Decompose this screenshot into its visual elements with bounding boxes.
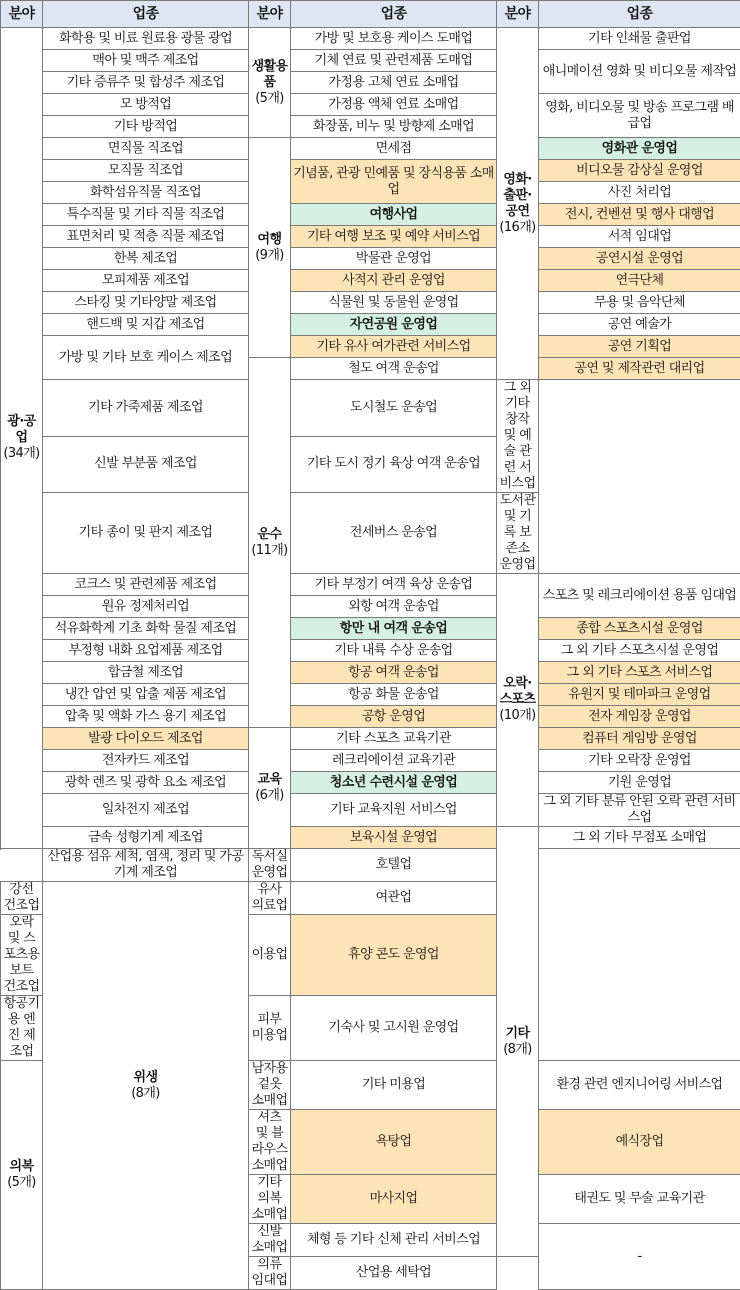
industry-cell: 전시, 컨벤션 및 행사 대행업 xyxy=(539,204,740,226)
industry-cell: 철도 여객 운송업 xyxy=(291,358,497,380)
industry-cell: 식물원 및 동물원 운영업 xyxy=(291,292,497,314)
field-name: 의복 xyxy=(10,1159,34,1174)
industry-cell: 가방 및 보호용 케이스 도매업 xyxy=(291,28,497,50)
industry-cell: 기타 도시 정기 육상 여객 운송업 xyxy=(291,436,497,493)
industry-cell: 유사 의료업 xyxy=(249,882,291,915)
industry-cell: 외항 여객 운송업 xyxy=(291,596,497,618)
industry-cell: 산업용 세탁업 xyxy=(291,1257,497,1290)
header-field: 분야 xyxy=(1,1,43,28)
table-row xyxy=(1,204,740,226)
industry-cell: 공연 및 제작관련 대리업 xyxy=(539,358,740,380)
industry-cell: 전세버스 운송업 xyxy=(291,493,497,574)
industry-cell: 냉간 압연 및 압출 제품 제조업 xyxy=(43,684,249,706)
field-count: (6개) xyxy=(251,788,288,804)
table-row xyxy=(1,728,740,750)
industry-cell: 신발 소매업 xyxy=(249,1224,291,1257)
field-count: (8개) xyxy=(45,1086,246,1102)
industry-cell: - xyxy=(539,1224,740,1290)
field-cell xyxy=(249,138,291,358)
industry-cell: 도서관 및 기록 보존소 운영업 xyxy=(497,493,539,574)
industry-cell: 기타 부정기 여객 육상 운송업 xyxy=(291,574,497,596)
industry-cell: 공항 운영업 xyxy=(291,706,497,728)
industry-cell: 특수직물 및 기타 직물 직조업 xyxy=(43,204,249,226)
table-row xyxy=(1,574,740,596)
industry-cell: 가방 및 기타 보호 케이스 제조업 xyxy=(43,336,249,380)
field-count: (8개) xyxy=(499,1042,536,1058)
industry-cell: 광학 렌즈 및 광학 요소 제조업 xyxy=(43,772,249,794)
industry-cell: 산업용 섬유 세척, 염색, 정리 및 가공 기계 제조업 xyxy=(43,849,249,882)
industry-cell: 기숙사 및 고시원 운영업 xyxy=(291,996,497,1061)
table-row xyxy=(1,684,740,706)
industry-cell: 기타 오락장 운영업 xyxy=(539,750,740,772)
field-cell xyxy=(249,358,291,728)
industry-cell: 태권도 및 무술 교육기관 xyxy=(539,1175,740,1224)
field-cell xyxy=(497,827,539,1257)
industry-cell: 화학용 및 비료 원료용 광물 광업 xyxy=(43,28,249,50)
header-industry: 업종 xyxy=(539,1,740,28)
industry-cell: 그 외 기타 스포츠시설 운영업 xyxy=(539,640,740,662)
industry-cell: 연극단체 xyxy=(539,270,740,292)
table-row xyxy=(1,50,740,72)
industry-cell: 마사지업 xyxy=(291,1175,497,1224)
industry-cell: 면직물 직조업 xyxy=(43,138,249,160)
industry-cell: 이용업 xyxy=(249,915,291,996)
industry-cell: 사진 처리업 xyxy=(539,182,740,204)
table-row xyxy=(1,662,740,684)
industry-cell: 그 외 기타 무점포 소매업 xyxy=(539,827,740,849)
industry-cell: 기타 가죽제품 제조업 xyxy=(43,380,249,437)
industry-cell: 항공기용 엔진 제조업 xyxy=(1,996,43,1061)
industry-cell: 기타 방적업 xyxy=(43,116,249,138)
industry-cell: 공연시설 운영업 xyxy=(539,248,740,270)
field-cell xyxy=(249,28,291,138)
industry-cell: 기타 인쇄물 출판업 xyxy=(539,28,740,50)
industry-cell: 금속 성형기계 제조업 xyxy=(43,827,249,849)
industry-cell: 예식장업 xyxy=(539,1110,740,1175)
industry-cell: 모직물 직조업 xyxy=(43,160,249,182)
industry-cell: 여행사업 xyxy=(291,204,497,226)
header-field: 분야 xyxy=(497,1,539,28)
industry-cell: 기타 여행 보조 및 예약 서비스업 xyxy=(291,226,497,248)
table-row xyxy=(1,314,740,336)
industry-cell: 호텔업 xyxy=(291,849,497,882)
table-row xyxy=(1,750,740,772)
industry-cell: 공연 예술가 xyxy=(539,314,740,336)
table-row xyxy=(1,882,740,915)
industry-cell: 영화관 운영업 xyxy=(539,138,740,160)
table-row xyxy=(1,706,740,728)
field-name: 오락·스포츠 xyxy=(500,676,536,707)
industry-cell: 원유 정제처리업 xyxy=(43,596,249,618)
industry-cell: 독서실 운영업 xyxy=(249,849,291,882)
table-row xyxy=(1,138,740,160)
table-row xyxy=(1,160,740,182)
table-row xyxy=(1,640,740,662)
industry-cell: 박물관 운영업 xyxy=(291,248,497,270)
industry-cell: 한복 제조업 xyxy=(43,248,249,270)
industry-cell: 기념품, 관광 민예품 및 장식용품 소매업 xyxy=(291,160,497,204)
header-row xyxy=(1,1,740,28)
industry-cell: 영화, 비디오물 및 방송 프로그램 배급업 xyxy=(539,94,740,138)
industry-cell: 신발 부분품 제조업 xyxy=(43,436,249,493)
field-name: 운수 xyxy=(258,527,282,542)
table-row xyxy=(1,248,740,270)
field-count: (9개) xyxy=(251,248,288,264)
industry-cell: 가정용 고체 연료 소매업 xyxy=(291,72,497,94)
industry-cell: 의류 임대업 xyxy=(249,1257,291,1290)
industry-cell: 기원 운영업 xyxy=(539,772,740,794)
industry-cell: 비디오물 감상실 운영업 xyxy=(539,160,740,182)
table-row xyxy=(1,292,740,314)
industry-cell: 기체 연료 및 관련제품 도매업 xyxy=(291,50,497,72)
table-row xyxy=(1,618,740,640)
industry-cell: 체형 등 기타 신체 관리 서비스업 xyxy=(291,1224,497,1257)
field-cell xyxy=(497,574,539,827)
industry-cell: 발광 다이오드 제조업 xyxy=(43,728,249,750)
industry-cell: 공연 기획업 xyxy=(539,336,740,358)
field-count: (11개) xyxy=(251,543,288,559)
field-count: (34개) xyxy=(3,446,40,462)
header-industry: 업종 xyxy=(291,1,497,28)
industry-cell: 일차전지 제조업 xyxy=(43,794,249,827)
industry-cell: 도시철도 운송업 xyxy=(291,380,497,437)
industry-cell: 압축 및 액화 가스 용기 제조업 xyxy=(43,706,249,728)
industry-cell: 보육시설 운영업 xyxy=(291,827,497,849)
field-cell xyxy=(43,882,249,1290)
industry-cell: 기타 스포츠 교육기관 xyxy=(291,728,497,750)
field-cell xyxy=(497,28,539,380)
industry-cell: 그 외 기타 창작 및 예술 관련 서비스업 xyxy=(497,380,539,493)
field-cell xyxy=(249,728,291,849)
industry-cell: 무용 및 음악단체 xyxy=(539,292,740,314)
header-field: 분야 xyxy=(249,1,291,28)
industry-cell: 기타 유사 여가관련 서비스업 xyxy=(291,336,497,358)
industry-cell: 전자카드 제조업 xyxy=(43,750,249,772)
industry-cell: 기타 증류주 및 합성주 제조업 xyxy=(43,72,249,94)
industry-cell: 화학섬유직물 직조업 xyxy=(43,182,249,204)
table-row xyxy=(1,270,740,292)
field-count: (10개) xyxy=(499,708,536,724)
field-count: (5개) xyxy=(3,1175,40,1191)
industry-cell: 그 외 기타 분류 안된 오락 관련 서비스업 xyxy=(539,794,740,827)
table-row xyxy=(1,94,740,116)
field-name: 교육 xyxy=(258,772,282,787)
industry-cell: 코크스 및 관련제품 제조업 xyxy=(43,574,249,596)
industry-cell: 강선 건조업 xyxy=(1,882,43,915)
industry-cell: 오락 및 스포츠용 보트 건조업 xyxy=(1,915,43,996)
industry-cell: 항공 여객 운송업 xyxy=(291,662,497,684)
industry-cell: 환경 관련 엔지니어링 서비스업 xyxy=(539,1061,740,1110)
industry-cell: 항만 내 여객 운송업 xyxy=(291,618,497,640)
industry-cell: 셔츠 및 블라우스 소매업 xyxy=(249,1110,291,1175)
table-row xyxy=(1,336,740,358)
industry-cell: 모피제품 제조업 xyxy=(43,270,249,292)
field-name: 기타 xyxy=(506,1026,530,1041)
industry-cell: 휴양 콘도 운영업 xyxy=(291,915,497,996)
field-cell xyxy=(1,28,43,849)
industry-cell: 서적 임대업 xyxy=(539,226,740,248)
industry-cell: 레크리에이션 교육기관 xyxy=(291,750,497,772)
industry-cell: 피부 미용업 xyxy=(249,996,291,1061)
industry-cell: 스포츠 및 레크리에이션 용품 임대업 xyxy=(539,574,740,618)
industry-cell: 표면처리 및 적층 직물 제조업 xyxy=(43,226,249,248)
industry-cell: 면세점 xyxy=(291,138,497,160)
industry-cell: 가정용 액체 연료 소매업 xyxy=(291,94,497,116)
field-count: (5개) xyxy=(251,91,288,107)
field-name: 위생 xyxy=(134,1070,158,1085)
industry-cell: 기타 종이 및 판지 제조업 xyxy=(43,493,249,574)
field-name: 생활용품 xyxy=(252,59,288,90)
industry-cell: 그 외 기타 스포츠 서비스업 xyxy=(539,662,740,684)
industry-cell: 합금철 제조업 xyxy=(43,662,249,684)
industry-cell: 컴퓨터 게임방 운영업 xyxy=(539,728,740,750)
field-name: 광·공업 xyxy=(7,414,35,445)
table-row xyxy=(1,380,740,437)
table-row xyxy=(1,28,740,50)
industry-cell: 청소년 수련시설 운영업 xyxy=(291,772,497,794)
industry-cell: 모 방적업 xyxy=(43,94,249,116)
industry-cell: 전자 게임장 운영업 xyxy=(539,706,740,728)
header-industry: 업종 xyxy=(43,1,249,28)
industry-cell: 애니메이션 영화 및 비디오물 제작업 xyxy=(539,50,740,94)
field-name: 영화·출판·공연 xyxy=(503,172,531,219)
table-row xyxy=(1,827,740,849)
industry-cell: 기타 내륙 수상 운송업 xyxy=(291,640,497,662)
industry-cell: 항공 화물 운송업 xyxy=(291,684,497,706)
industry-cell: 욕탕업 xyxy=(291,1110,497,1175)
industry-cell: 여관업 xyxy=(291,882,497,915)
industry-cell: 석유화학계 기초 화학 물질 제조업 xyxy=(43,618,249,640)
industry-cell: 기타 교육지원 서비스업 xyxy=(291,794,497,827)
field-name: 여행 xyxy=(258,232,282,247)
industry-cell: 스타킹 및 기타양말 제조업 xyxy=(43,292,249,314)
industry-cell: 사적지 관리 운영업 xyxy=(291,270,497,292)
field-count: (16개) xyxy=(499,220,536,236)
industry-cell: 핸드백 및 지갑 제조업 xyxy=(43,314,249,336)
table-row xyxy=(1,226,740,248)
industry-cell: 기타 의복 소매업 xyxy=(249,1175,291,1224)
industry-cell: 부정형 내화 요업제품 제조업 xyxy=(43,640,249,662)
field-cell xyxy=(1,1061,43,1290)
industry-cell: 자연공원 운영업 xyxy=(291,314,497,336)
industry-cell: 화장품, 비누 및 방향제 소매업 xyxy=(291,116,497,138)
table-row xyxy=(1,772,740,794)
industry-cell: 기타 미용업 xyxy=(291,1061,497,1110)
industry-cell: 종합 스포츠시설 운영업 xyxy=(539,618,740,640)
industry-cell: 남자용 겉옷 소매업 xyxy=(249,1061,291,1110)
industry-cell: 유원지 및 테마파크 운영업 xyxy=(539,684,740,706)
table-row xyxy=(1,436,740,493)
industry-cell: 맥아 및 맥주 제조업 xyxy=(43,50,249,72)
